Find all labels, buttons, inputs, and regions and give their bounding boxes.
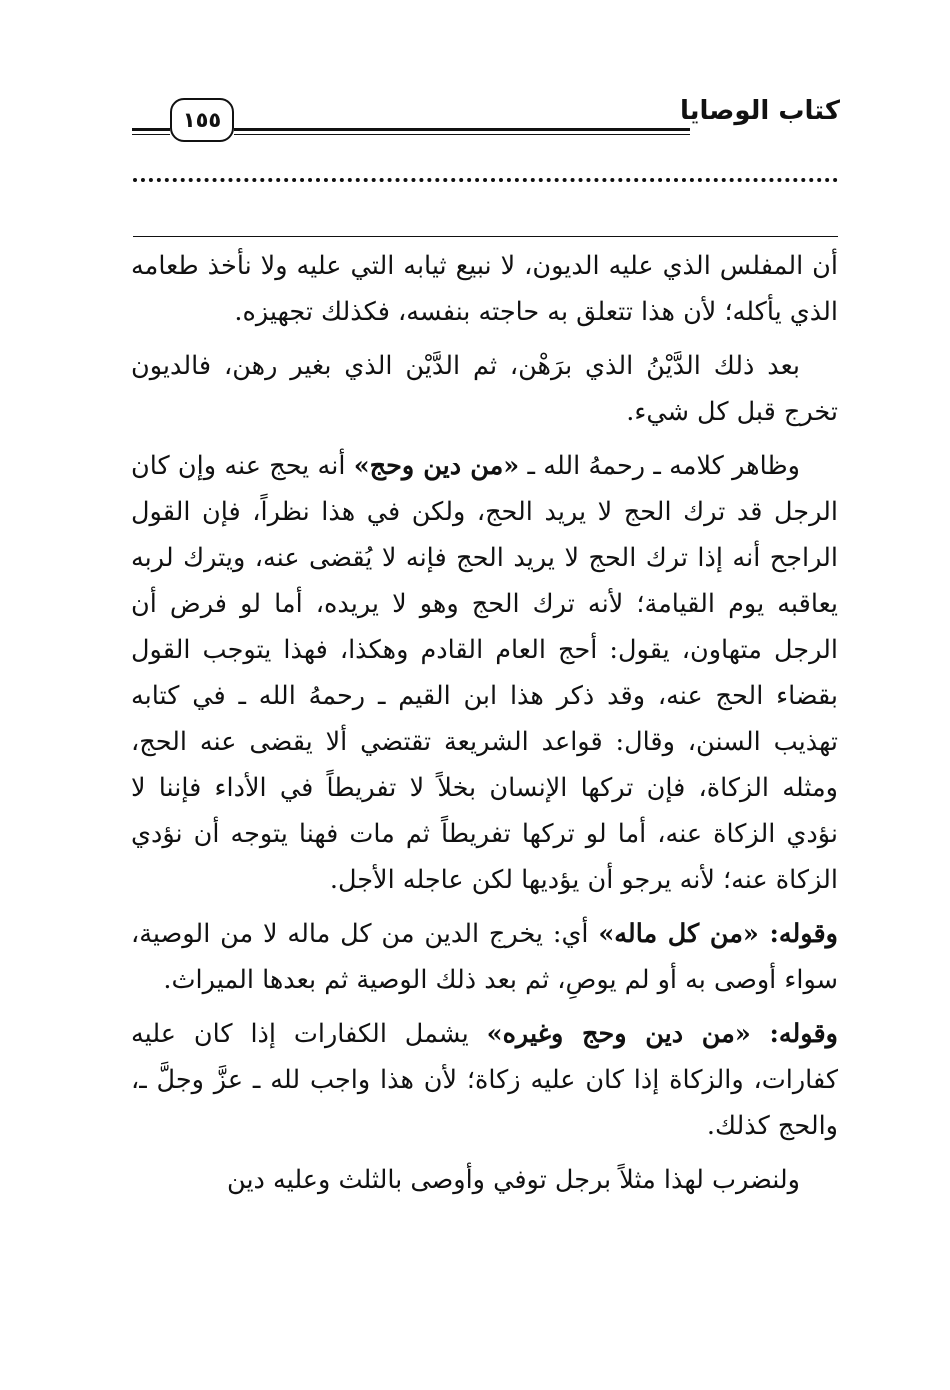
text-segment: ولنضرب لهذا مثلاً برجل توفي وأوصى بالثلث وعليه دين	[227, 1165, 800, 1195]
page-header	[130, 92, 840, 152]
bold-phrase: «من كل ماله»	[598, 919, 759, 949]
text-segment: أن المفلس الذي عليه الديون، لا نبيع ثيابه التي عليه ولا نأخذ طعامه الذي يأكله؛ لأن هذا تتعلق به حاجته بنفسه، فكذلك تجهيزه.	[131, 251, 838, 327]
text-segment: أي: يخرج الدين من كل ماله لا من الوصية، سواء أوصى به أو لم يوصِ، ثم بعد ذلك الوصية ثم بعدها الميراث.	[131, 919, 838, 995]
bold-phrase: «من دين وحج»	[353, 451, 520, 481]
header-rule-thick-left	[132, 128, 170, 131]
bold-phrase: «من دين وحج وغيره»	[486, 1019, 751, 1049]
text-segment: وظاهر كلامه ـ رحمهُ الله ـ	[519, 451, 800, 481]
paragraph	[131, 443, 838, 903]
body-text	[131, 243, 838, 1203]
solid-separator	[133, 236, 838, 237]
header-rule-thin-left	[132, 134, 170, 135]
dotted-separator	[133, 178, 838, 182]
header-rule-thin	[234, 134, 690, 135]
paragraph	[131, 1157, 838, 1203]
paragraph	[131, 1011, 838, 1149]
paragraph	[131, 343, 838, 435]
text-segment: أنه يحج عنه وإن كان الرجل قد ترك الحج لا يريد الحج، ولكن في هذا نظراً، فإن القول الراجح أنه إذا ترك الحج لا يريد الحج فإنه لا يُقضى عنه، ويترك لربه يعاقبه يوم القيامة؛ لأنه ترك الحج وهو لا يريده، أما لو فرض أن الرجل متهاون، يقول: أحج العام القادم وهكذا، فهذا يتوجب القول بقضاء الحج عنه، وقد ذكر هذا ابن القيم ـ رحمهُ الله ـ في كتابه تهذيب السنن، وقال: قواعد الشريعة تقتضي ألا يقضى عنه الحج، ومثله الزكاة، فإن تركها الإنسان بخلاً لا تفريطاً في الأداء فإننا لا نؤدي الزكاة عنه، أما لو تركها تفريطاً ثم مات فهنا يتوجه أن نؤدي الزكاة عنه؛ لأنه يرجو أن يؤديها لكن عاجله الأجل.	[131, 451, 838, 895]
paragraph	[131, 911, 838, 1003]
text-segment: بعد ذلك الدَّيْنُ الذي برَهْن، ثم الدَّيْن الذي بغير رهن، فالديون تخرج قبل كل شيء.	[131, 351, 838, 427]
text-segment: يشمل الكفارات إذا كان عليه كفارات، والزكاة إذا كان عليه زكاة؛ لأن هذا واجب لله ـ عزَّ وجلَّ ـ، والحج كذلك.	[131, 1019, 838, 1141]
bold-phrase: وقوله:	[750, 1019, 838, 1049]
page-number: ١٥٥	[170, 98, 234, 142]
bold-phrase: وقوله:	[758, 919, 838, 949]
book-title: كتاب الوصايا	[679, 96, 840, 126]
header-rule-thick	[234, 128, 690, 131]
paragraph	[131, 243, 838, 335]
